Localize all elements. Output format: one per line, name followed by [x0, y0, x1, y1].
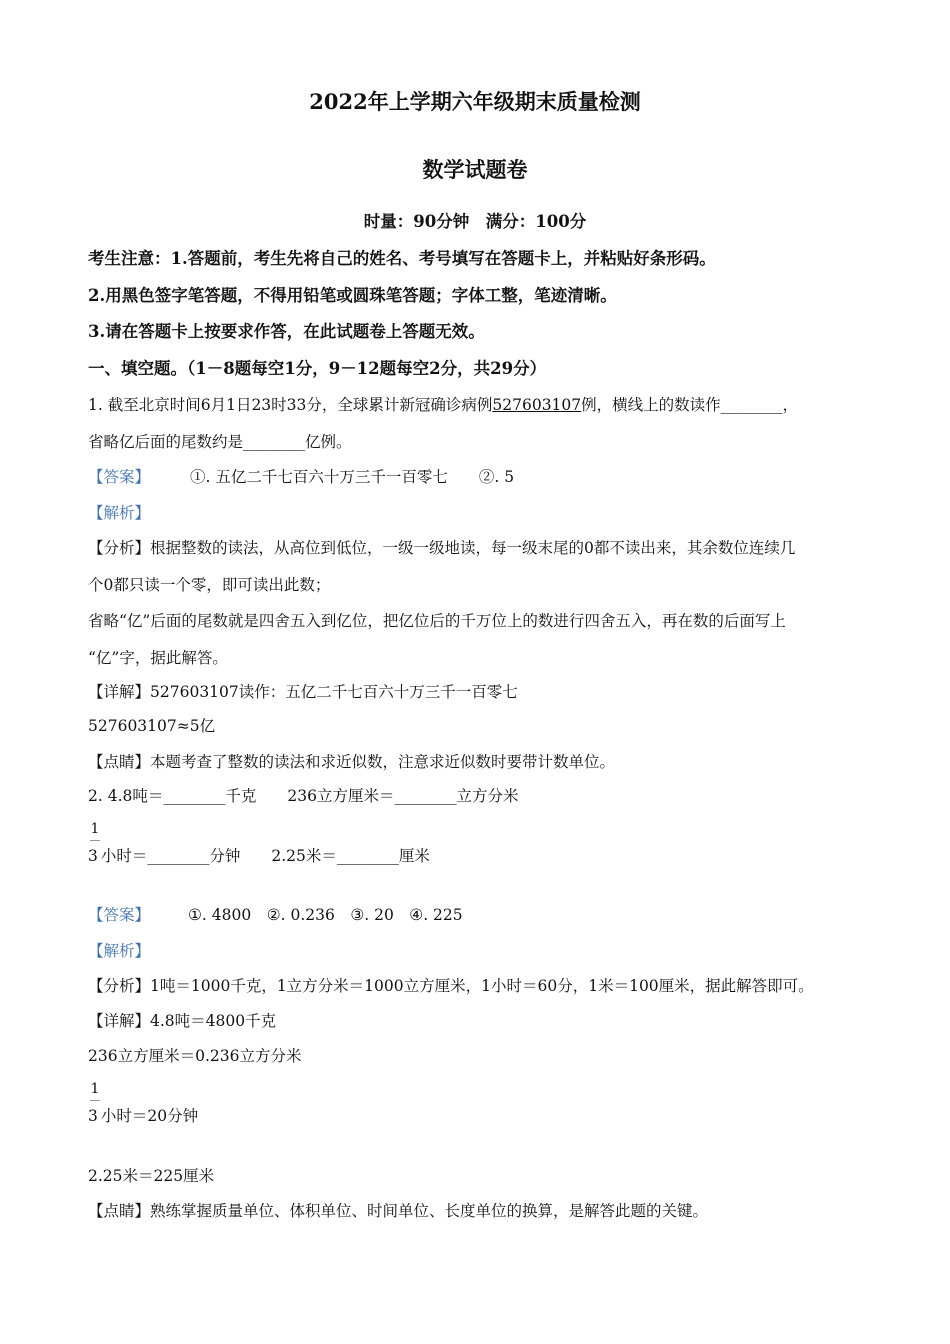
q2-stem-b: 小时＝________分钟 2.25米＝________厘米 [100, 847, 430, 865]
q1-detail-tag: 【详解】 [88, 683, 151, 701]
q1-stem-line-1 [88, 395, 798, 415]
q1-stem-a: 1. 截至北京时间6月1日23时33分，全球累计新冠确诊病例 [88, 396, 493, 414]
notice-line-3: 3.请在答题卡上按要求作答，在此试题卷上答题无效。 [88, 322, 485, 341]
q2-detail-fraction-denominator: 3 [88, 1107, 98, 1125]
q2-answer: ①. 4800 ②. 0.236 ③. 20 ④. 225 [188, 906, 463, 924]
q2-fraction-numerator: 1 [90, 821, 100, 837]
q2-fraction-denominator: 3 [88, 847, 98, 865]
q1-detail-line-2: 527603107≈5亿 [88, 717, 216, 735]
q1-detail-line-1: 【详解】527603107读作：五亿二千七百六十万三千一百零七 [88, 683, 518, 701]
q2-analysis-tag: 【分析】 [88, 977, 151, 995]
q2-detail-fraction-bar [90, 1100, 100, 1101]
q2-detail-line-2: 236立方厘米＝0.236立方分米 [88, 1047, 302, 1065]
q1-answer: ①. 五亿二千七百六十万三千一百零七 ②. 5 [190, 468, 515, 486]
q2-answer-row [88, 905, 463, 925]
q2-detail-line-4: 2.25米＝225厘米 [88, 1167, 215, 1185]
q1-analysis-line-2: 个0都只读一个零，即可读出此数； [88, 576, 331, 594]
q1-answer-row [88, 467, 514, 487]
q2-analysis-row: 【分析】1吨＝1000千克，1立方分米＝1000立方厘米，1小时＝60分，1米＝100厘米，据此解答即可。 [88, 977, 814, 995]
q1-point-row: 【点睛】本题考查了整数的读法和求近似数，注意求近似数时要带计数单位。 [88, 753, 616, 771]
q1-underlined-number: 527603107 [492, 396, 582, 414]
q2-stem-line-2 [88, 846, 430, 866]
q2-detail-tag: 【详解】 [88, 1012, 151, 1030]
q1-jiexi-tag: 【解析】 [88, 504, 151, 522]
page-subtitle: 数学试题卷 [422, 157, 528, 182]
q2-jiexi-tag: 【解析】 [88, 942, 151, 960]
notice-line-2: 2.用黑色签字笔答题，不得用铅笔或圆珠笔答题；字体工整，笔迹清晰。 [88, 286, 617, 305]
q1-stem-line-2: 省略亿后面的尾数约是________亿例。 [88, 433, 352, 451]
q2-point-tag: 【点睛】 [88, 1202, 151, 1220]
q1-point-tag: 【点睛】 [88, 753, 151, 771]
q1-answer-tag: 【答案】 [88, 468, 151, 486]
section-heading: 一、填空题。（1－8题每空1分，9－12题每空2分，共29分） [88, 359, 547, 378]
exam-meta: 时量：90分钟 满分：100分 [363, 212, 587, 231]
q2-answer-tag: 【答案】 [88, 906, 151, 924]
q2-detail-fraction-numerator: 1 [90, 1081, 100, 1097]
q2-detail-line-3: 3 小时＝20分钟 [88, 1107, 199, 1125]
q2-fraction-bar [90, 840, 100, 841]
q1-analysis-tag: 【分析】 [88, 539, 151, 557]
q1-stem-b: 例，横线上的数读作________， [581, 396, 799, 414]
page-title: 2022年上学期六年级期末质量检测 [309, 89, 641, 114]
q1-analysis-line-4: “亿”字，据此解答。 [88, 649, 228, 667]
q1-analysis-line-1: 【分析】根据整数的读法，从高位到低位，一级一级地读，每一级末尾的0都不读出来，其余数位连续几 [88, 539, 796, 557]
q2-stem-line-1: 2. 4.8吨＝________千克 236立方厘米＝________立方分米 [88, 787, 519, 805]
q2-detail-line-1: 【详解】4.8吨＝4800千克 [88, 1012, 277, 1030]
q2-point-row: 【点睛】熟练掌握质量单位、体积单位、时间单位、长度单位的换算，是解答此题的关键。 [88, 1202, 709, 1220]
notice-line-1: 考生注意：1.答题前，考生先将自己的姓名、考号填写在答题卡上，并粘贴好条形码。 [88, 249, 716, 268]
q1-analysis-line-3: 省略“亿”后面的尾数就是四舍五入到亿位，把亿位后的千万位上的数进行四舍五入，再在数的后面写上 [88, 612, 786, 630]
